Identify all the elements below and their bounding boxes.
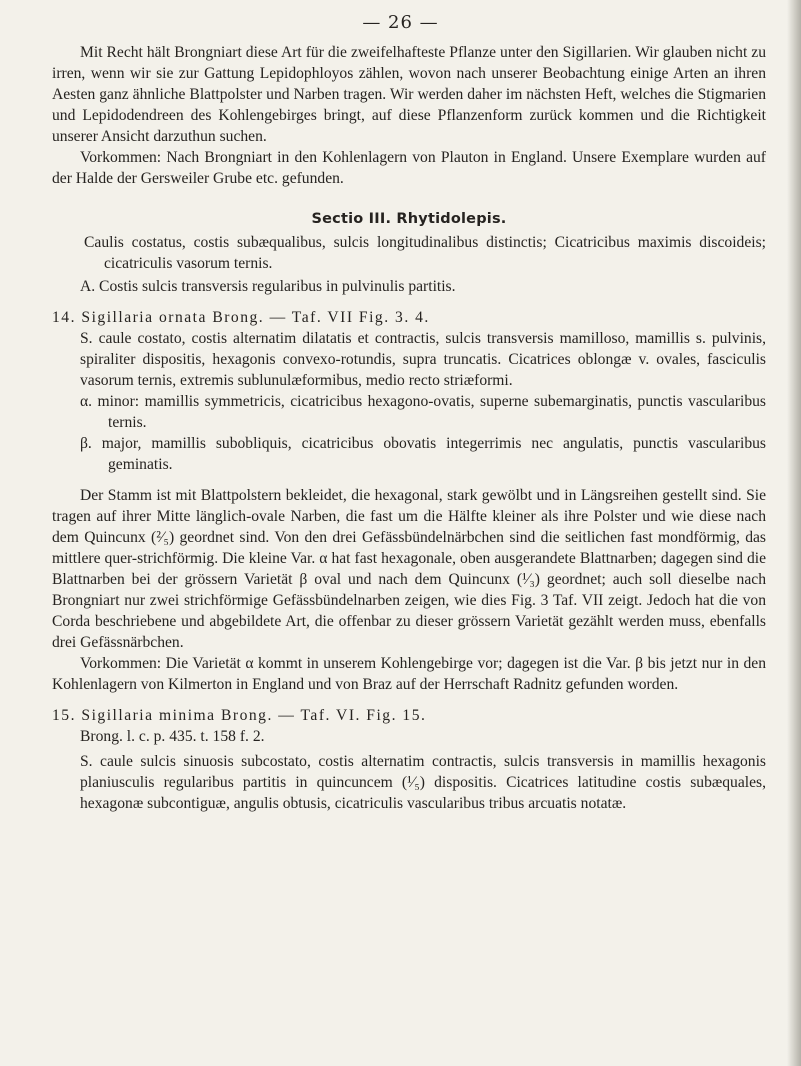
species-14-diagnosis: S. caule costato, costis alternatim dilatatis et contractis, sulcis transversis mamilloso, mamillis s. pulvinis, spiraliter dispositis, hexagonis convexo-rotundis, supra truncatis. Cicatrices oblongæ v. ovales, fasciculis vasorum ternis, extremis sublunulæformibus, medio recto striæformi. xyxy=(80,330,766,389)
species-14-variety-beta: β. major, mamillis subobliquis, cicatricibus obovatis integerrimis nec angulatis, punctis vascularibus geminatis. xyxy=(80,435,766,473)
species-14-title: 14. Sigillaria ornata Brong. — Taf. VII Fig. 3. 4. xyxy=(52,309,430,326)
species-15-diagnosis: S. caule sulcis sinuosis subcostato, costis alternatim contractis, sulcis transversis in mamillis hexagonis planiusculis regularibus partitis in quincuncem (¹⁄₅) dispositis. Cicatrices latitudine costis subæquales, hexagonæ subcontiguæ, angulis obtusis, cicatriculis vascularibus tribus arcuatis notatæ. xyxy=(80,753,766,812)
page-body xyxy=(52,42,766,814)
page-edge-shadow xyxy=(787,0,801,1066)
page-number: — 26 — xyxy=(362,12,439,33)
section-description: Caulis costatus, costis subæqualibus, sulcis longitudinalibus distinctis; Cicatricibus maximis discoideis; cicatriculis vasorum ternis. xyxy=(84,234,766,272)
species-14-variety-alpha: α. minor: mamillis symmetricis, cicatricibus hexagono-ovatis, superne subemarginatis, punctis vascularibus ternis. xyxy=(80,393,766,431)
section-heading: Sectio III. Rhytidolepis. xyxy=(311,211,507,227)
paragraph-brongniart-remark: Mit Recht hält Brongniart diese Art für die zweifelhafteste Pflanze unter den Sigillarien. Wir glauben nicht zu irren, wenn wir sie zur Gattung Lepidophloyos zählen, wovon nach unserer Beobachtung einige Arten an ihren Aesten ganz ähnliche Blattpolster und Narben tragen. Wir werden daher im nächsten Heft, welches die Stigmarien und Lepidodendreen des Kohlengebirges bringt, auf diese Pflanzenform zurück kommen und die Richtigkeit unserer Ansicht darzuthun suchen. xyxy=(52,44,766,145)
species-15-title: 15. Sigillaria minima Brong. — Taf. VI. Fig. 15. xyxy=(52,707,427,724)
paragraph-occurrence-1: Vorkommen: Nach Brongniart in den Kohlenlagern von Plauton in England. Unsere Exemplare wurden auf der Halde der Gersweiler Grube etc. gefunden. xyxy=(52,149,766,187)
species-15-reference: Brong. l. c. p. 435. t. 158 f. 2. xyxy=(80,728,265,745)
section-subdivision-a: A. Costis sulcis transversis regularibus in pulvinulis partitis. xyxy=(80,278,456,295)
paragraph-occurrence-2: Vorkommen: Die Varietät α kommt in unserem Kohlengebirge vor; dagegen ist die Var. β bis jetzt nur in den Kohlenlagern von Kilmerton in England und von Braz auf der Herrschaft Radnitz gefunden worden. xyxy=(52,655,766,693)
paragraph-stem-description: Der Stamm ist mit Blattpolstern bekleidet, die hexagonal, stark gewölbt und in Längsreihen gestellt sind. Sie tragen auf ihrer Mitte länglich-ovale Narben, die fast um die Hälfte kleiner als ihre Polster und wie diese nach dem Quincunx (²⁄₅) geordnet sind. Von den drei Gefässbündelnärbchen sind die seitlichen fast mondförmig, das mittlere quer-strichförmig. Die kleine Var. α hat fast hexagonale, oben ausgerandete Blattnarben; dagegen sind die Blattnarben bei der grössern Varietät β oval und nach dem Quincunx (¹⁄₃) geordnet; auch soll dieselbe nach Brongniart nur zwei strichförmige Gefässbündelnarben zeigen, wie dies Fig. 3 Taf. VII zeigt. Jedoch hat die von Corda beschriebene und abgebildete Art, die offenbar zu dieser grössern Varietät gezählt werden muss, ebenfalls drei Gefässnärbchen. xyxy=(52,487,766,651)
